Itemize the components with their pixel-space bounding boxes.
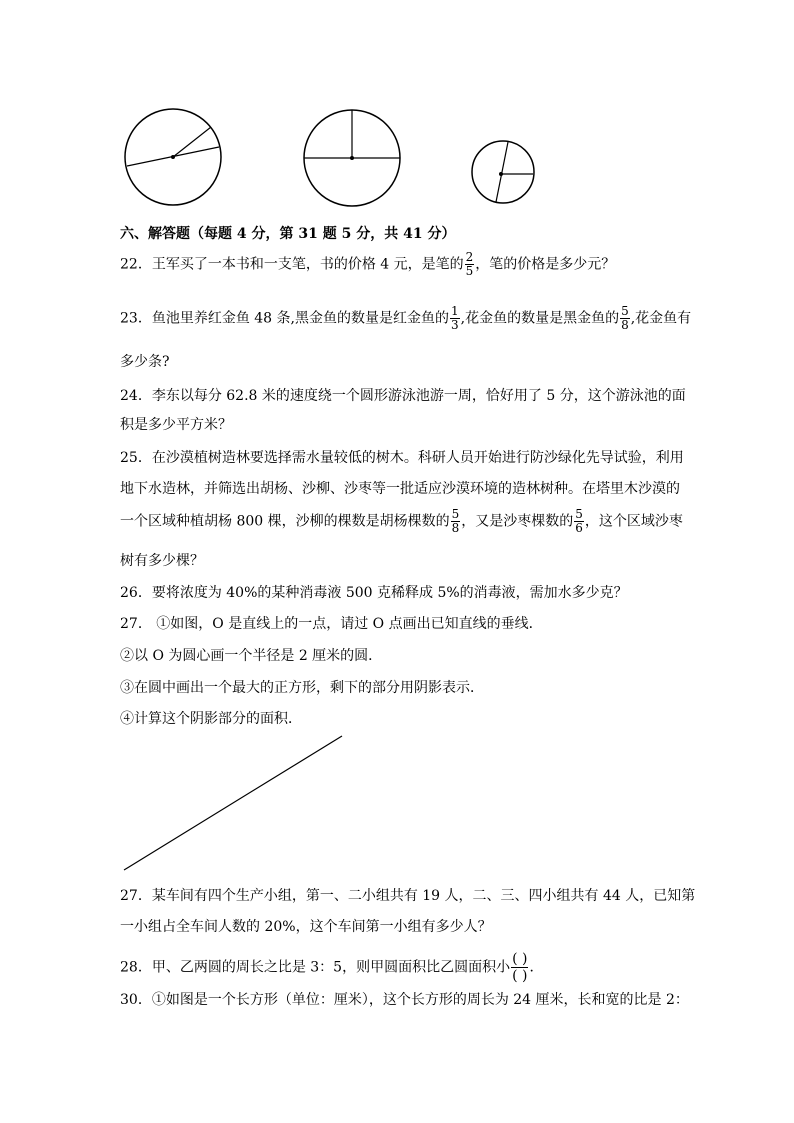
question-27a-line1: 27． ①如图，O 是直线上的一点，请过 O 点画出已知直线的垂线． [120,616,543,632]
fraction: $\frac{1}{3}$ [450,304,459,332]
circle-2 [304,110,400,206]
fraction: $\frac{5}{8}$ [451,507,460,535]
given-straight-line [124,736,342,870]
question-25-line2: 地下水造林，并筛选出胡杨、沙柳、沙枣等一批适应沙漠环境的造林树种。在塔里木沙漠的 [120,481,680,497]
circle-3-center [499,172,503,176]
circle-2-center [350,156,354,160]
question-27b-line1: 27．某车间有四个生产小组，第一、二小组共有 19 人，二、三、四小组共有 44 人，已知第 [120,888,696,904]
question-26: 26．要将浓度为 40%的某种消毒液 500 克稀释成 5%的消毒液，需加水多少克？ [120,585,628,601]
question-22: 22．王军买了一本书和一支笔，书的价格 4 元，是笔的 $\frac{2}{5}$ ，笔的价格是多少元？ [120,250,616,278]
blank-fraction: $\frac{( )}{( )}$ [512,951,528,984]
question-27a-line3: ③在圆中画出一个最大的正方形，剩下的部分用阴影表示． [120,680,484,696]
question-30: 30．①如图是一个长方形（单位：厘米），这个长方形的周长为 24 厘米，长和宽的比是 2： [120,992,689,1008]
question-27a-line4: ④计算这个阴影部分的面积． [120,711,302,727]
question-24-line1: 24．李东以每分 62.8 米的速度绕一个圆形游泳池游一周，恰好用了 5 分，这个游泳池的面 [120,388,686,404]
question-25-line3: 一个区域种植胡杨 800 棵，沙柳的棵数是胡杨棵数的 $\frac{5}{8}$ ，又是沙枣棵数的 $\frac{5}{6}$ ，这个区域沙枣 [120,507,683,535]
circle-1 [125,109,221,205]
question-23: 23．鱼池里养红金鱼 48 条,黑金鱼的数量是红金鱼的 $\frac{1}{3}$ ,花金鱼的数量是黑金鱼的 $\frac{5}{8}$ ,花金鱼有 [120,304,692,332]
question-23-line2: 多少条? [120,354,170,370]
section6-heading: 六、解答题（每题 4 分，第 31 题 5 分，共 41 分） [120,226,456,242]
question-25-line4: 树有多少棵？ [120,553,204,569]
fraction: $\frac{2}{5}$ [465,250,474,278]
question-24-line2: 积是多少平方米？ [120,417,232,433]
circle-3 [472,141,534,203]
question-27b-line2: 一小组占全车间人数的 20%，这个车间第一小组有多少人？ [120,919,492,935]
question-28: 28．甲、乙两圆的周长之比是 3：5，则甲圆面积比乙圆面积小 $\frac{( )}{( )}$ ． [120,951,544,984]
circle-3-diameter [496,142,508,202]
question-27a-line2: ②以 O 为圆心画一个半径是 2 厘米的圆． [120,648,383,664]
fraction: $\frac{5}{8}$ [621,304,629,332]
fraction: $\frac{5}{6}$ [575,507,583,535]
question-25-line1: 25．在沙漠植树造林要选择需水量较低的树木。科研人员开始进行防沙绿化先导试验，利用 [120,450,684,466]
circle-1-center [171,155,175,159]
